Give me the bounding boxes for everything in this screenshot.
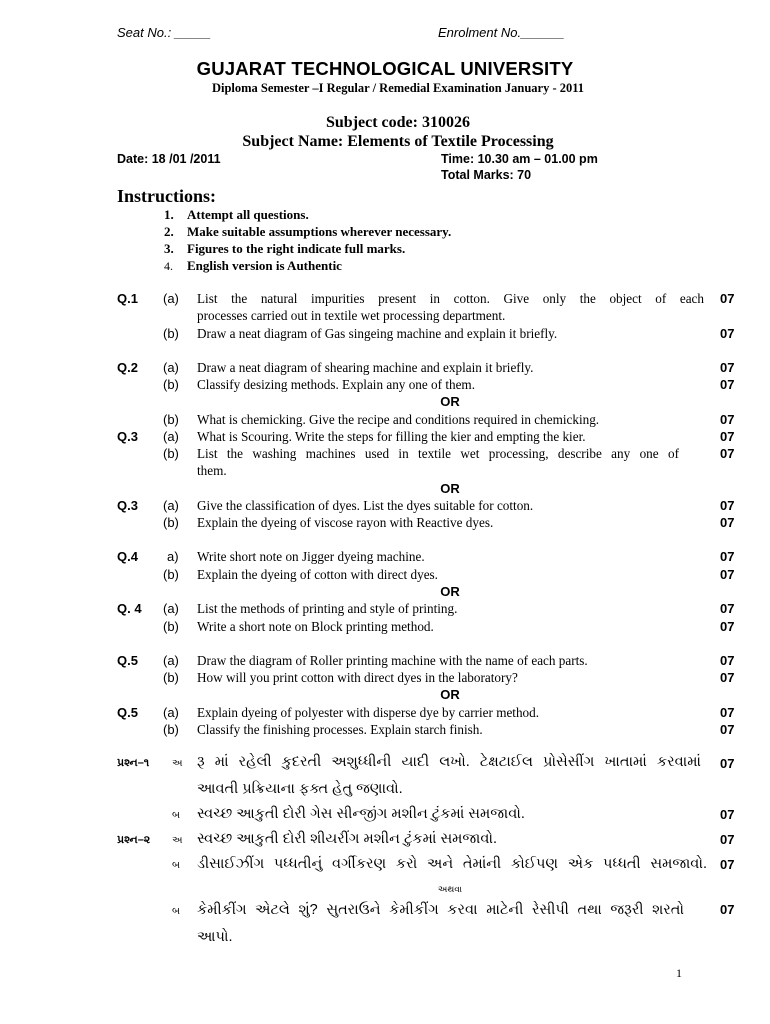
- or-separator: OR: [440, 394, 460, 409]
- instruction-text: Figures to the right indicate full marks.: [187, 241, 406, 256]
- gujarati-or-separator: અથવા: [437, 884, 463, 894]
- marks: 07: [720, 429, 735, 444]
- question-label: Q. 4: [117, 601, 142, 616]
- or-separator: OR: [440, 584, 460, 599]
- university-title: GUJARAT TECHNOLOGICAL UNIVERSITY: [196, 58, 574, 79]
- question-text: Explain dyeing of polyester with disperse dye by carrier method.: [197, 705, 540, 720]
- exam-time: Time: 10.30 am – 01.00 pm: [441, 152, 598, 166]
- marks: 07: [720, 515, 735, 530]
- question-text: Write short note on Jigger dyeing machine.: [197, 549, 425, 564]
- gujarati-question-label: પ્રશ્ન–૧: [117, 757, 150, 769]
- marks: 07: [720, 567, 735, 582]
- enrolment-no: Enrolment No.______: [438, 25, 565, 40]
- question-label: Q.4: [117, 549, 138, 564]
- gujarati-question-text: આવતી પ્રક્રિયાના ફક્ત હેતુ જણાવો.: [197, 781, 403, 797]
- instructions-heading: Instructions:: [117, 186, 217, 206]
- marks: 07: [720, 807, 735, 822]
- question-text: Give the classification of dyes. List the dyes suitable for cotton.: [197, 498, 534, 513]
- marks: 07: [720, 619, 735, 634]
- part-label: (b): [163, 377, 179, 392]
- instruction-num: 2.: [164, 224, 174, 239]
- question-label: Q.3: [117, 498, 138, 513]
- marks: 07: [720, 705, 735, 720]
- marks: 07: [720, 291, 735, 306]
- page-number: 1: [676, 966, 682, 980]
- marks: 07: [720, 412, 735, 427]
- part-label: (b): [163, 446, 179, 461]
- instruction-text: English version is Authentic: [187, 258, 342, 273]
- question-text: What is Scouring. Write the steps for filling the kier and empting the kier.: [197, 429, 586, 444]
- gujarati-question-text: આપો.: [197, 929, 233, 945]
- seat-no: Seat No.: _____: [117, 25, 211, 40]
- part-label: (b): [163, 619, 179, 634]
- part-label: (a): [163, 360, 179, 375]
- exam-date: Date: 18 /01 /2011: [117, 152, 221, 166]
- exam-title: Diploma Semester –I Regular / Remedial Examination January - 2011: [211, 81, 585, 95]
- question-label: Q.3: [117, 429, 138, 444]
- marks: 07: [720, 670, 735, 685]
- question-label: Q.5: [117, 705, 138, 720]
- gujarati-part-label: બ: [172, 860, 181, 871]
- instruction-text: Make suitable assumptions wherever necessary.: [187, 224, 452, 239]
- instruction-text: Attempt all questions.: [187, 207, 309, 222]
- question-text: Classify the finishing processes. Explain starch finish.: [197, 722, 483, 737]
- marks: 07: [720, 360, 735, 375]
- gujarati-part-label: બ: [172, 810, 181, 821]
- question-text: Explain the dyeing of cotton with direct dyes.: [197, 567, 438, 582]
- gujarati-part-label: અ: [172, 835, 183, 846]
- gujarati-question-text: કેમીકીંગ એટલે શું? સુતરાઉને કેમીકીંગ કરવા માટેની રેસીપી તથા જરૂરી શરતો: [197, 902, 684, 918]
- or-separator: OR: [440, 687, 460, 702]
- part-label: (b): [163, 412, 179, 427]
- marks: 07: [720, 857, 735, 872]
- gujarati-part-label: બ: [172, 906, 181, 917]
- instruction-num: 3.: [164, 241, 174, 256]
- marks: 07: [720, 832, 735, 847]
- marks: 07: [720, 377, 735, 392]
- question-text: What is chemicking. Give the recipe and conditions required in chemicking.: [197, 412, 600, 427]
- question-text: Draw the diagram of Roller printing machine with the name of each parts.: [197, 653, 588, 668]
- marks: 07: [720, 902, 735, 917]
- marks: 07: [720, 653, 735, 668]
- marks: 07: [720, 601, 735, 616]
- question-text: Draw a neat diagram of shearing machine and explain it briefly.: [197, 360, 534, 375]
- question-text: List the methods of printing and style of printing.: [197, 601, 458, 616]
- part-label: (a): [163, 429, 179, 444]
- gujarati-question-text: સ્વચ્છ આકુતી દોરી ગેસ સીન્જીંગ મશીન ટુંકમાં સમજાવો.: [197, 806, 525, 822]
- gujarati-question-text: ડીસાઈઝીંગ પધ્ધતીનું વર્ગીકરણ કરો અને તેમાંની કોઈપણ એક પધ્ધતી સમજાવો.: [197, 856, 707, 872]
- or-separator: OR: [440, 481, 460, 496]
- part-label: (b): [163, 722, 179, 737]
- part-label: (b): [163, 670, 179, 685]
- part-label: (a): [163, 601, 179, 616]
- part-label: (a): [163, 653, 179, 668]
- instruction-num: 1.: [164, 207, 174, 222]
- gujarati-question-label: પ્રશ્ન–૨: [117, 834, 151, 846]
- subject-name: Subject Name: Elements of Textile Processing: [242, 133, 554, 150]
- question-text: Classify desizing methods. Explain any one of them.: [197, 377, 475, 392]
- question-label: Q.5: [117, 653, 138, 668]
- question-text: them.: [197, 463, 227, 478]
- question-label: Q.1: [117, 291, 138, 306]
- question-label: Q.2: [117, 360, 138, 375]
- part-label: (b): [163, 567, 179, 582]
- part-label: (a): [163, 705, 179, 720]
- marks: 07: [720, 549, 735, 564]
- question-text: Explain the dyeing of viscose rayon with Reactive dyes.: [197, 515, 494, 530]
- question-text: processes carried out in textile wet processing department.: [197, 308, 506, 323]
- marks: 07: [720, 446, 735, 461]
- subject-code: Subject code: 310026: [326, 114, 470, 131]
- question-text: List the natural impurities present in cotton. Give only the object of each: [197, 291, 704, 306]
- total-marks: Total Marks: 70: [441, 168, 532, 182]
- marks: 07: [720, 326, 735, 341]
- question-text: Write a short note on Block printing method.: [197, 619, 434, 634]
- part-label: (b): [163, 326, 179, 341]
- marks: 07: [720, 498, 735, 513]
- question-text: Draw a neat diagram of Gas singeing machine and explain it briefly.: [197, 326, 558, 341]
- marks: 07: [720, 722, 735, 737]
- gujarati-part-label: અ: [172, 758, 183, 769]
- part-label: (b): [163, 515, 179, 530]
- question-text: List the washing machines used in textile wet processing, describe any one of: [197, 446, 679, 461]
- part-label: (a): [163, 498, 179, 513]
- instruction-num: 4.: [164, 259, 173, 273]
- question-text: How will you print cotton with direct dyes in the laboratory?: [197, 670, 518, 685]
- gujarati-question-text: સ્વચ્છ આકુતી દોરી શીયરીંગ મશીન ટુંકમાં સમજાવો.: [197, 831, 498, 847]
- marks: 07: [720, 756, 735, 771]
- gujarati-question-text: રૂ માં રહેલી કુદરતી અશુધ્ધીની યાદી લખો. ટેક્ષટાઈલ પ્રોસેસીંગ ખાતામાં કરવામાં: [197, 754, 701, 770]
- part-label: (a): [163, 291, 179, 306]
- part-label: a): [167, 549, 179, 564]
